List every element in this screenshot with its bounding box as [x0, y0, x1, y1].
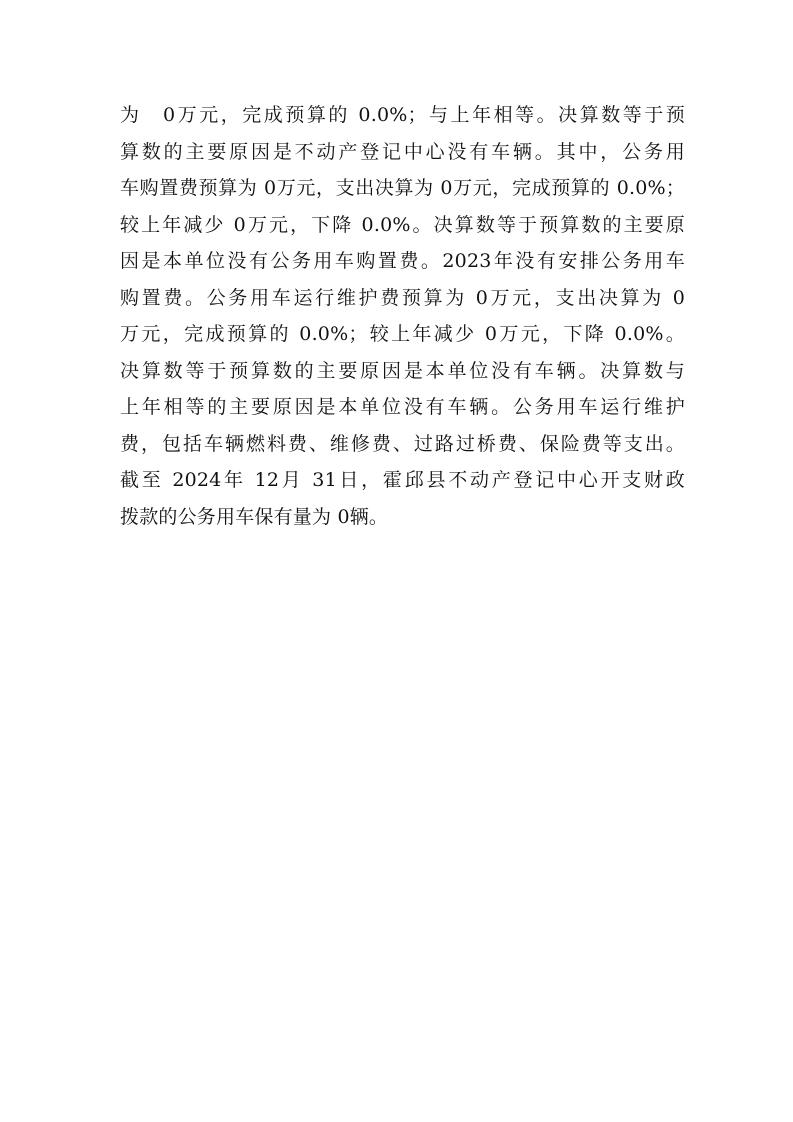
paragraph-line-12: 拨款的公务用车保有量为 0辆。: [120, 505, 389, 528]
paragraph-line-8: 决算数等于预算数的主要原因是本单位没有车辆。决算数与: [120, 359, 685, 382]
paragraph-line-11: 截至 2024年 12月 31日，霍邱县不动产登记中心开支财政: [120, 469, 685, 491]
paragraph-line-9: 上年相等的主要原因是本单位没有车辆。公务用车运行维护: [120, 396, 685, 418]
paragraph-line-2: 算数的主要原因是不动产登记中心没有车辆。其中，公务用: [120, 140, 685, 163]
paragraph-line-1: 为 0万元，完成预算的 0.0%；与上年相等。决算数等于预: [120, 104, 685, 126]
paragraph-line-4: 较上年减少 0万元，下降 0.0%。决算数等于预算数的主要原: [120, 213, 685, 236]
body-paragraph: [120, 97, 685, 535]
paragraph-line-3: 车购置费预算为 0万元，支出决算为 0万元，完成预算的 0.0%；: [120, 177, 685, 199]
paragraph-line-10: 费，包括车辆燃料费、维修费、过路过桥费、保险费等支出。: [120, 432, 685, 455]
paragraph-line-5: 因是本单位没有公务用车购置费。2023年没有安排公务用车: [120, 250, 685, 272]
paragraph-line-6: 购置费。公务用车运行维护费预算为 0万元，支出决算为 0: [120, 286, 685, 309]
paragraph-line-7: 万元，完成预算的 0.0%；较上年减少 0万元，下降 0.0%。: [120, 323, 685, 345]
